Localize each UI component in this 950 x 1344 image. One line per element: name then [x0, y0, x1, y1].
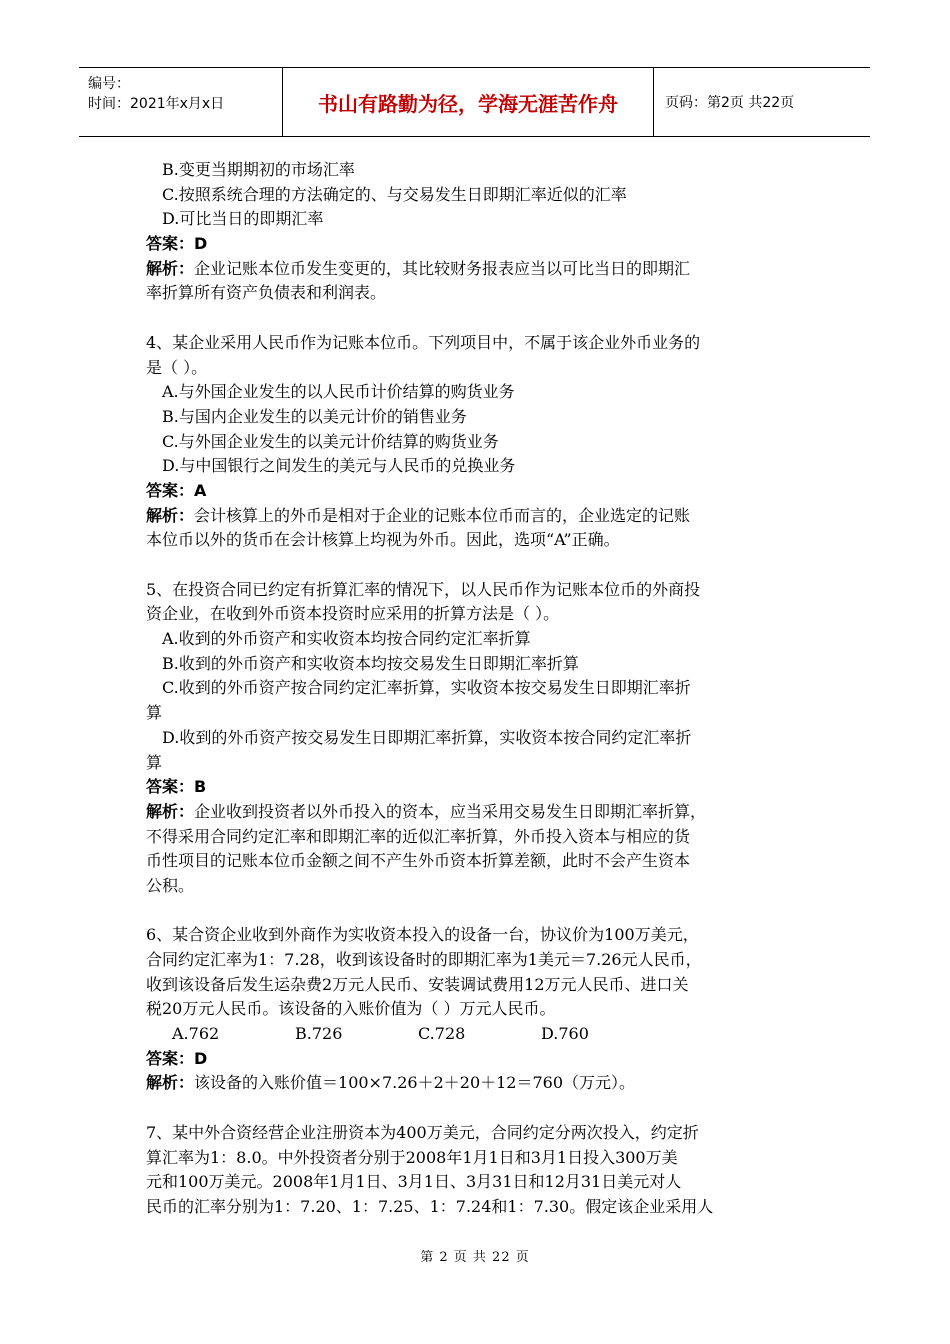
q6-option-b: B.726	[295, 1024, 343, 1044]
q5-analysis-cont-1: 不得采用合同约定汇率和即期汇率的近似汇率折算，外币投入资本与相应的货	[146, 826, 691, 846]
q6-stem-cont-3: 税20万元人民币。该设备的入账价值为（ ）万元人民币。	[146, 999, 556, 1019]
q4-analysis-cont: 本位币以外的货币在会计核算上均视为外币。因此，选项“A”正确。	[146, 530, 620, 550]
q6-stem-cont-2: 收到该设备后发生运杂费2万元人民币、安装调试费用12万元人民币、进口关	[146, 974, 689, 994]
q4-option-c: C.与外国企业发生的以美元计价结算的购货业务	[162, 431, 499, 451]
q4-option-b: B.与国内企业发生的以美元计价的销售业务	[162, 406, 467, 426]
code-label: 编号：	[88, 76, 130, 92]
q5-option-b: B.收到的外币资产和实收资本均按交易发生日即期汇率折算	[162, 653, 579, 673]
q5-analysis-cont-2: 币性项目的记账本位币金额之间不产生外币资本折算差额，此时不会产生资本	[146, 851, 691, 871]
q4-answer: 答案：A	[146, 480, 207, 500]
document-body	[146, 158, 816, 1220]
header-meta	[79, 68, 283, 136]
q4-stem-cont: 是（ ）。	[146, 357, 208, 377]
q5-stem: 5、在投资合同已约定有折算汇率的情况下，以人民币作为记账本位币的外商投	[146, 579, 701, 599]
q6-option-c: C.728	[418, 1024, 466, 1044]
q3-option-d: D.可比当日的即期汇率	[162, 209, 324, 229]
q7-stem-cont-2: 元和100万美元。2008年1月1日、3月1日、3月31日和12月31日美元对人	[146, 1172, 682, 1192]
q3-analysis-cont: 率折算所有资产负债表和利润表。	[146, 283, 387, 303]
q4-stem: 4、某企业采用人民币作为记账本位币。下列项目中，不属于该企业外币业务的	[146, 332, 701, 352]
q7-stem-cont-3: 民币的汇率分别为1：7.20、1：7.25、1：7.24和1：7.30。假定该企业采用人	[146, 1196, 714, 1216]
q5-option-c-cont: 算	[146, 703, 163, 723]
q3-option-c: C.按照系统合理的方法确定的、与交易发生日即期汇率近似的汇率	[162, 184, 627, 204]
q3-analysis: 解析：企业记账本位币发生变更的，其比较财务报表应当以可比当日的即期汇	[146, 258, 691, 278]
q6-option-a: A.762	[172, 1024, 220, 1044]
q5-option-c: C.收到的外币资产按合同约定汇率折算，实收资本按交易发生日即期汇率折	[162, 678, 691, 698]
q6-options	[146, 1022, 816, 1047]
q4-analysis: 解析：会计核算上的外币是相对于企业的记账本位币而言的，企业选定的记账	[146, 505, 691, 525]
q4-option-d: D.与中国银行之间发生的美元与人民币的兑换业务	[162, 456, 516, 476]
q7-stem: 7、某中外合资经营企业注册资本为400万美元，合同约定分两次投入，约定折	[146, 1122, 699, 1142]
q6-stem-cont-1: 合同约定汇率为1：7.28，收到该设备时的即期汇率为1美元＝7.26元人民币，	[146, 950, 702, 969]
q5-option-d: D.收到的外币资产按交易发生日即期汇率折算，实收资本按合同约定汇率折	[162, 727, 692, 747]
q3-answer: 答案：D	[146, 234, 208, 254]
q6-option-d: D.760	[541, 1024, 589, 1044]
q4-option-a: A.与外国企业发生的以人民币计价结算的购货业务	[162, 382, 515, 402]
q6-answer: 答案：D	[146, 1048, 208, 1068]
q5-analysis-cont-3: 公积。	[146, 875, 195, 895]
q5-analysis: 解析：企业收到投资者以外币投入的资本，应当采用交易发生日即期汇率折算，	[146, 801, 707, 821]
q5-option-d-cont: 算	[146, 752, 163, 772]
header-motto: 书山有路勤为径，学海无涯苦作舟	[283, 68, 654, 136]
q3-option-b: B.变更当期期初的市场汇率	[162, 160, 355, 179]
page-header	[79, 67, 870, 137]
header-page-info: 页码：第2页 共22页	[665, 95, 795, 111]
date-label: 时间：2021年x月x日	[88, 96, 225, 112]
q6-analysis: 解析：该设备的入账价值＝100×7.26＋2＋20＋12＝760（万元）。	[146, 1073, 636, 1093]
q6-stem: 6、某合资企业收到外商作为实收资本投入的设备一台，协议价为100万美元，	[146, 925, 699, 945]
page-footer: 第 2 页 共 22 页	[420, 1250, 530, 1265]
q7-stem-cont-1: 算汇率为1：8.0。中外投资者分别于2008年1月1日和3月1日投入300万美	[146, 1147, 678, 1167]
q5-stem-cont: 资企业，在收到外币资本投资时应采用的折算方法是（ ）。	[146, 604, 560, 624]
q5-option-a: A.收到的外币资产和实收资本均按合同约定汇率折算	[162, 629, 531, 649]
q5-answer: 答案：B	[146, 777, 207, 797]
